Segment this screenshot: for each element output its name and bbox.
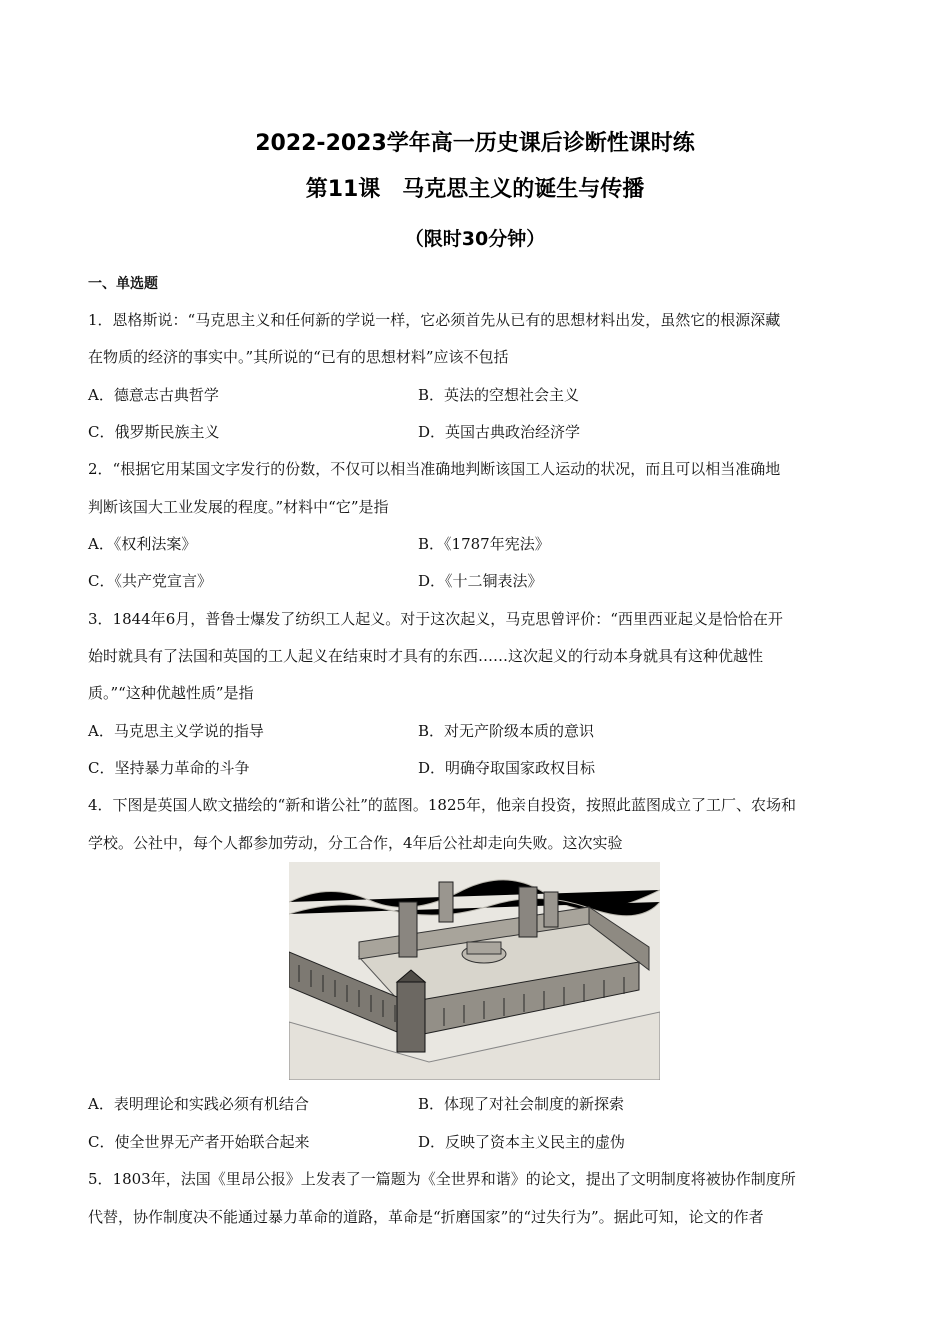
question-1-line-1: 1．恩格斯说：“马克思主义和任何新的学说一样，它必须首先从已有的思想材料出发，虽然它的根源深藏 — [88, 311, 781, 329]
question-2-option-a[interactable]: A．《权利法案》 — [88, 535, 197, 553]
question-3-option-b[interactable]: B．对无产阶级本质的意识 — [418, 722, 595, 740]
question-5-line-2: 代替，协作制度决不能通过暴力革命的道路，革命是“折磨国家”的“过失行为”。据此可知，论文的作者 — [88, 1208, 764, 1226]
section-heading: 一、单选题 — [88, 276, 158, 292]
question-2-line-2: 判断该国大工业发展的程度。”材料中“它”是指 — [88, 498, 389, 516]
question-3-option-a[interactable]: A．马克思主义学说的指导 — [88, 722, 264, 740]
question-1-option-d[interactable]: D．英国古典政治经济学 — [418, 423, 581, 441]
question-3-line-1: 3．1844年6月，普鲁士爆发了纺织工人起义。对于这次起义，马克思曾评价：“西里西亚起义是恰恰在开 — [88, 610, 783, 628]
question-3-option-d[interactable]: D．明确夺取国家政权目标 — [418, 759, 596, 777]
question-2-option-d[interactable]: D．《十二铜表法》 — [418, 572, 543, 590]
time-limit: （限时30分钟） — [404, 228, 546, 250]
question-3-line-3: 质。”“这种优越性质”是指 — [88, 684, 254, 702]
question-4-option-d[interactable]: D．反映了资本主义民主的虚伪 — [418, 1133, 626, 1151]
question-1-option-c[interactable]: C．俄罗斯民族主义 — [88, 423, 220, 441]
lesson-title: 第11课 马克思主义的诞生与传播 — [305, 177, 645, 202]
question-3-option-c[interactable]: C．坚持暴力革命的斗争 — [88, 759, 250, 777]
question-4-line-2: 学校。公社中，每个人都参加劳动，分工合作，4年后公社却走向失败。这次实验 — [88, 834, 623, 852]
question-4-line-1: 4．下图是英国人欧文描绘的“新和谐公社”的蓝图。1825年，他亲自投资，按照此蓝图成立了工厂、农场和 — [88, 796, 797, 814]
question-1-option-a[interactable]: A．德意志古典哲学 — [88, 386, 219, 404]
question-4-option-b[interactable]: B．体现了对社会制度的新探索 — [418, 1095, 625, 1113]
new-harmony-blueprint-image — [289, 862, 660, 1080]
question-1-line-2: 在物质的经济的事实中。”其所说的“已有的思想材料”应该不包括 — [88, 348, 509, 366]
question-2-option-b[interactable]: B．《1787年宪法》 — [418, 535, 550, 553]
document-title: 2022-2023学年高一历史课后诊断性课时练 — [255, 131, 695, 156]
question-5-line-1: 5．1803年，法国《里昂公报》上发表了一篇题为《全世界和谐》的论文，提出了文明制度将被协作制度所 — [88, 1170, 796, 1188]
question-2-line-1: 2．“根据它用某国文字发行的份数，不仅可以相当准确地判断该国工人运动的状况，而且可以相当准确地 — [88, 460, 781, 478]
question-2-option-c[interactable]: C．《共产党宣言》 — [88, 572, 212, 590]
question-4-option-a[interactable]: A．表明理论和实践必须有机结合 — [88, 1095, 309, 1113]
question-3-line-2: 始时就具有了法国和英国的工人起义在结束时才具有的东西……这次起义的行动本身就具有这种优越性 — [88, 647, 764, 665]
question-1-option-b[interactable]: B．英法的空想社会主义 — [418, 386, 580, 404]
question-4-option-c[interactable]: C．使全世界无产者开始联合起来 — [88, 1133, 310, 1151]
